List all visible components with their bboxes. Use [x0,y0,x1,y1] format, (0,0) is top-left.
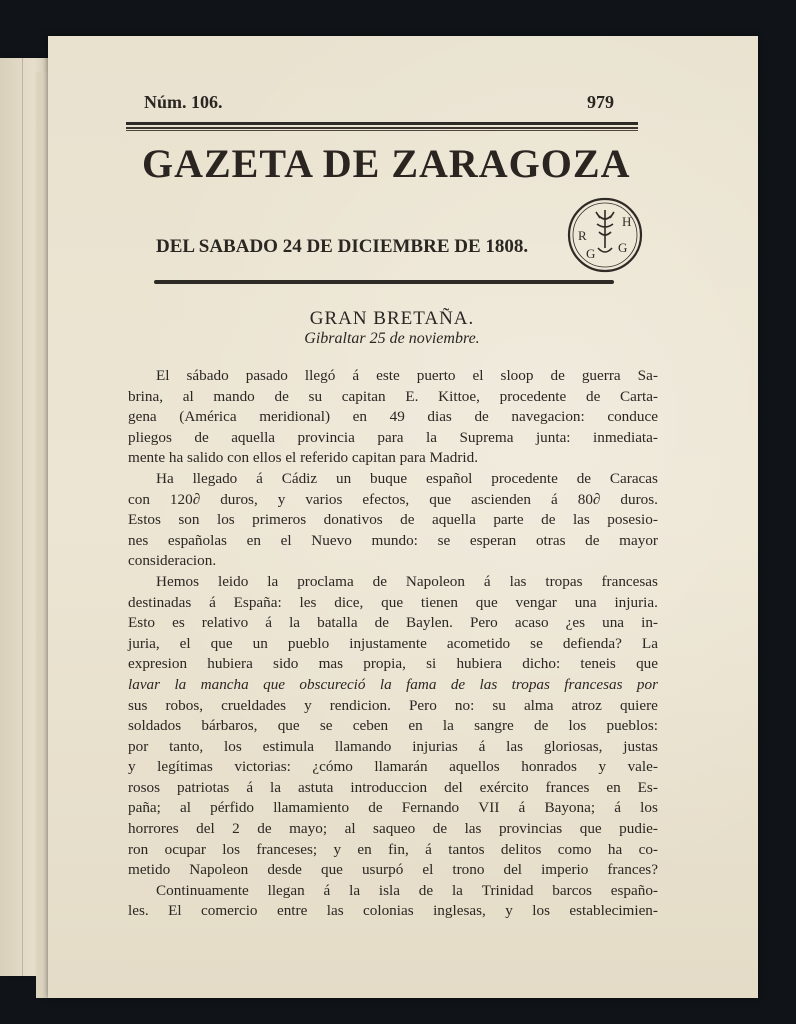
issue-number: Núm. 106. [144,92,223,112]
text-line: soldados bárbaros, que se ceben en la sangre de los pueblos: [128,717,658,735]
text-line: gena (América meridional) en 49 dias de navegacion: conduce [128,408,658,426]
text-line: sus robos, crueldades y rendicion. Pero no: su alma atroz quiere [128,696,658,714]
text-line: Esto es relativo á la batalla de Baylen. Pero acaso ¿es una in- [128,614,658,632]
masthead-title: GAZETA DE ZARAGOZA [142,141,631,186]
section-dateline: Gibraltar 25 de noviembre. [304,330,480,347]
text-line: y legítimas victorias: ¿cómo llamarán aquellos honrados y vale- [128,758,658,776]
text-line: metido Napoleon desde que usurpó el trono del imperio frances? [128,861,658,879]
text-line: ron ocupar los franceses; y en fin, á tantos delitos como ha co- [128,840,658,858]
text-line: por tanto, los estimula llamando injurias á las gloriosas, justas [128,737,658,755]
text-line: brina, al mando de su capitan E. Kittoe, procedente de Carta- [128,387,658,405]
text-line: les. El comercio entre las colonias inglesas, y los establecimien- [128,902,658,920]
svg-text:G: G [618,240,628,255]
text-line: pliegos de aquella provincia para la Suprema junta: inmediata- [128,428,658,446]
text-line: Estos son los primeros donativos de aquella parte de las posesio- [128,511,658,529]
svg-text:G: G [586,246,596,261]
text-line: consideracion. [128,552,217,570]
text-line: Continuamente llegan á la isla de la Trinidad barcos españo- [156,881,658,899]
text-line: paña; al pérfido llamamiento de Fernando VII á Bayona; á los [128,799,658,817]
top-ornamental-rule [126,122,638,132]
newspaper-page [48,36,758,998]
text-line: horrores del 2 de mayo; al saqueo de las provincias que pudie- [128,820,658,838]
text-line: Ha llegado á Cádiz un buque español procedente de Caracas [156,469,658,487]
section-title: GRAN BRETAÑA. [309,308,475,329]
text-line: expresion hubiera sido mas propia, si hubiera dicho: teneis que [128,655,658,673]
text-line: lavar la mancha que obscureció la fama de las tropas francesas por [128,675,658,693]
text-line: mente ha salido con ellos el referido capitan para Madrid. [128,449,479,467]
library-seal-icon [566,196,644,274]
text-line: rosos patriotas á la astuta introduccion del exército frances en Es- [128,778,658,796]
page-header [144,92,614,113]
page-number: 979 [587,92,614,112]
article-body [128,366,658,922]
text-line: nes españolas en el Nuevo mundo: se esperan otras de mayor [128,531,658,549]
masthead-rule [154,280,614,286]
text-line: juria, el que un pueblo injustamente acometido se defienda? La [128,634,658,652]
text-line: El sábado pasado llegó á este puerto el sloop de guerra Sa- [156,367,658,384]
text-line: Hemos leido la proclama de Napoleon á las tropas francesas [156,572,658,590]
svg-text:H: H [622,214,632,229]
masthead-date: DEL SABADO 24 DE DICIEMBRE DE 1808. [156,236,529,257]
svg-text:R: R [578,228,587,243]
text-line: con 120∂ duros, y varios efectos, que ascienden á 80∂ duros. [128,490,658,508]
text-line: destinadas á España: les dice, que tienen que vengar una injuria. [128,593,658,611]
